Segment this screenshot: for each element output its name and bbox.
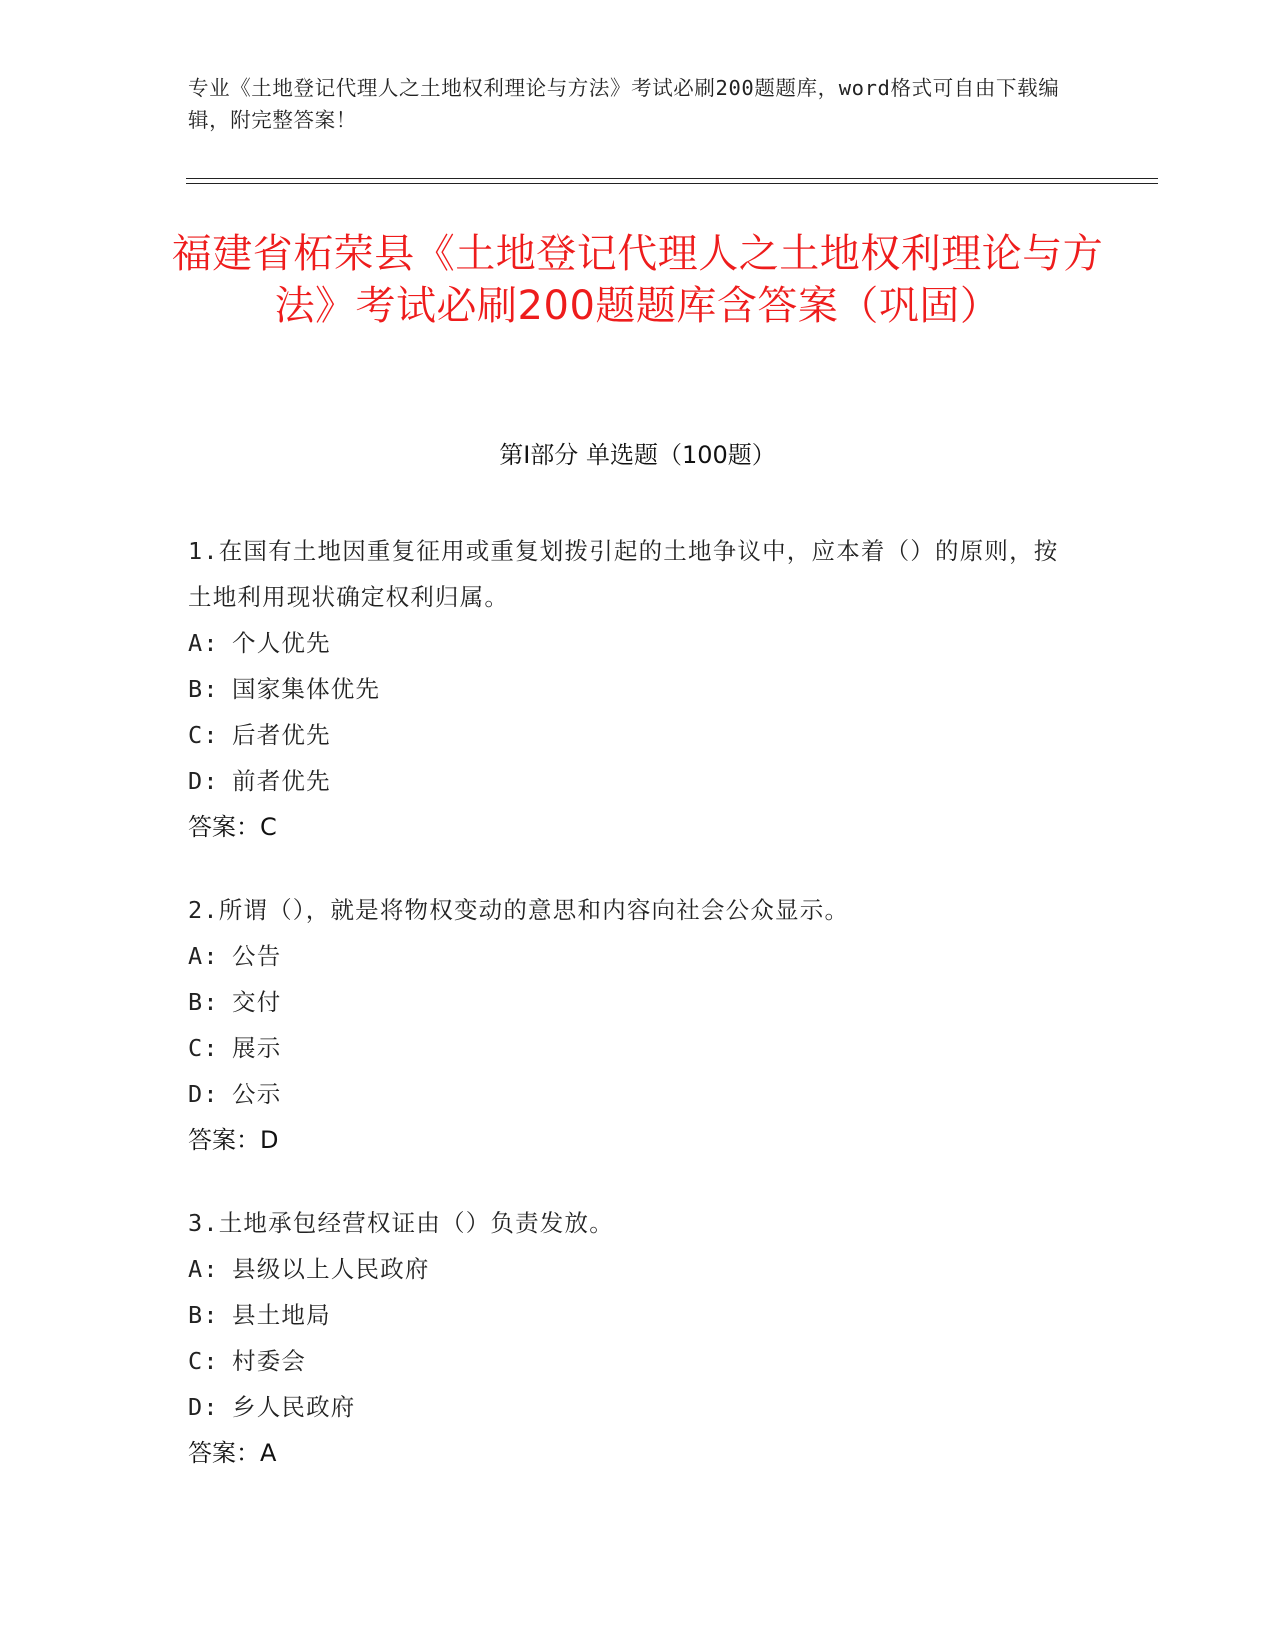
answer-line: 答案：A	[188, 1439, 277, 1467]
option-key: A:	[188, 942, 219, 970]
option-c	[188, 712, 1068, 758]
header-note: 专业《土地登记代理人之土地权利理论与方法》考试必刷200题题库，word格式可自由下载编辑，附完整答案！	[188, 76, 1060, 132]
option-key: D:	[188, 1393, 219, 1421]
option-a	[188, 933, 1068, 979]
question-stem: 3.土地承包经营权证由（）负责发放。	[188, 1209, 614, 1237]
option-text: 村委会	[232, 1347, 307, 1375]
section-title: 第I部分 单选题（100题）	[499, 441, 776, 469]
option-key: A:	[188, 629, 219, 657]
option-text: 展示	[232, 1034, 282, 1062]
option-key: D:	[188, 1080, 219, 1108]
option-key: B:	[188, 1301, 219, 1329]
option-a	[188, 620, 1068, 666]
option-key: C:	[188, 1347, 219, 1375]
option-a	[188, 1246, 1068, 1292]
option-text: 后者优先	[232, 721, 331, 749]
option-b	[188, 1292, 1068, 1338]
option-text: 县土地局	[232, 1301, 331, 1329]
option-key: A:	[188, 1255, 219, 1283]
option-d	[188, 1071, 1068, 1117]
option-text: 国家集体优先	[232, 675, 381, 703]
option-text: 县级以上人民政府	[232, 1255, 430, 1283]
question-stem: 2.所谓（），就是将物权变动的意思和内容向社会公众显示。	[188, 896, 850, 924]
header-rule-top	[186, 178, 1158, 179]
question-2	[188, 887, 1068, 1163]
option-c	[188, 1025, 1068, 1071]
option-text: 交付	[232, 988, 282, 1016]
option-key: C:	[188, 721, 219, 749]
document-title: 福建省柘荣县《土地登记代理人之土地权利理论与方法》考试必刷200题题库含答案（巩固）	[171, 231, 1104, 329]
answer-line: 答案：D	[188, 1126, 279, 1154]
option-key: C:	[188, 1034, 219, 1062]
question-3	[188, 1200, 1068, 1476]
option-text: 乡人民政府	[232, 1393, 356, 1421]
option-b	[188, 666, 1068, 712]
option-text: 前者优先	[232, 767, 331, 795]
option-text: 公告	[232, 942, 282, 970]
option-d	[188, 758, 1068, 804]
option-key: B:	[188, 988, 219, 1016]
question-stem: 1.在国有土地因重复征用或重复划拨引起的土地争议中，应本着（）的原则，按土地利用现状确定权利归属。	[188, 537, 1059, 611]
option-b	[188, 979, 1068, 1025]
option-c	[188, 1338, 1068, 1384]
question-1	[188, 528, 1068, 850]
option-text: 公示	[232, 1080, 282, 1108]
option-d	[188, 1384, 1068, 1430]
option-key: B:	[188, 675, 219, 703]
answer-line: 答案：C	[188, 813, 277, 841]
header-rule-bottom	[186, 183, 1158, 184]
option-text: 个人优先	[232, 629, 331, 657]
option-key: D:	[188, 767, 219, 795]
question-list	[188, 528, 1068, 1513]
